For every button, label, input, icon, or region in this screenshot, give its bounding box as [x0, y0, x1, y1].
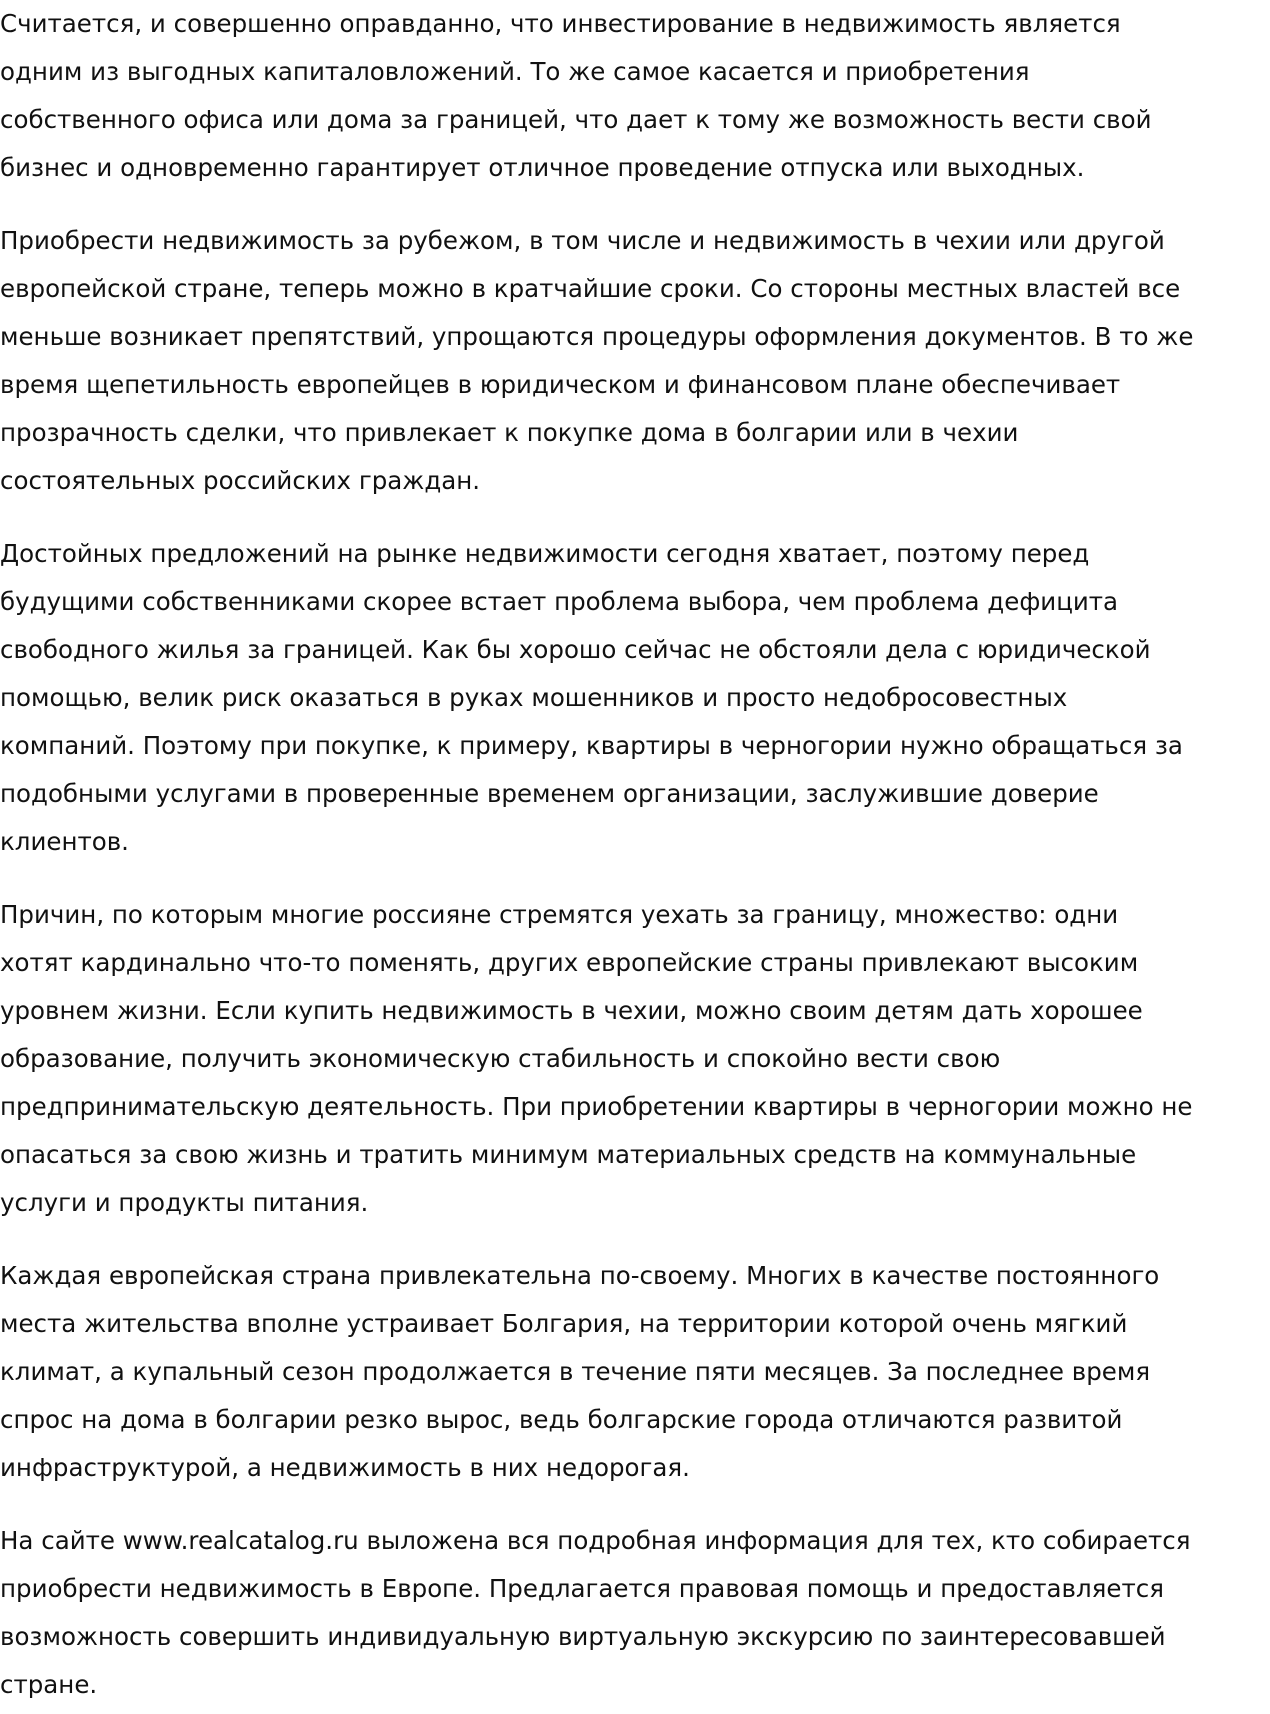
- text-line: подобными услугами в проверенные временем организации, заслужившие доверие: [0, 779, 1099, 808]
- text-line: клиентов.: [0, 827, 129, 856]
- text-line: меньше возникает препятствий, упрощаются процедуры оформления документов. В то же: [0, 322, 1194, 351]
- text-line: собственного офиса или дома за границей, что дает к тому же возможность вести свой: [0, 105, 1152, 134]
- text-line: климат, а купальный сезон продолжается в течение пяти месяцев. За последнее время: [0, 1357, 1151, 1386]
- text-line: время щепетильность европейцев в юридическом и финансовом плане обеспечивает: [0, 370, 1121, 399]
- paragraph-1: [0, 0, 1270, 192]
- text-line: опасаться за свою жизнь и тратить минимум материальных средств на коммунальные: [0, 1140, 1137, 1169]
- text-line: На сайте www.realcatalog.ru выложена вся подробная информация для тех, кто собирается: [0, 1526, 1191, 1555]
- text-line: бизнес и одновременно гарантирует отличное проведение отпуска или выходных.: [0, 153, 1085, 182]
- text-line: возможность совершить индивидуальную виртуальную экскурсию по заинтересовавшей: [0, 1622, 1166, 1651]
- paragraph-2: [0, 217, 1270, 505]
- text-line: уровнем жизни. Если купить недвижимость в чехии, можно своим детям дать хорошее: [0, 996, 1143, 1025]
- text-line: стране.: [0, 1670, 98, 1699]
- text-line: хотят кардинально что-то поменять, других европейские страны привлекают высоким: [0, 948, 1139, 977]
- text-line: европейской стране, теперь можно в кратчайшие сроки. Со стороны местных властей все: [0, 274, 1181, 303]
- text-line: одним из выгодных капиталовложений. То же самое касается и приобретения: [0, 57, 1030, 86]
- text-line: Каждая европейская страна привлекательна по-своему. Многих в качестве постоянного: [0, 1261, 1160, 1290]
- text-line: спрос на дома в болгарии резко вырос, ведь болгарские города отличаются развитой: [0, 1405, 1123, 1434]
- text-line: состоятельных российских граждан.: [0, 466, 481, 495]
- text-line: Считается, и совершенно оправданно, что инвестирование в недвижимость является: [0, 9, 1121, 38]
- text-line: инфраструктурой, а недвижимость в них недорогая.: [0, 1453, 690, 1482]
- paragraph-3: [0, 530, 1270, 866]
- text-line: помощью, велик риск оказаться в руках мошенников и просто недобросовестных: [0, 683, 1068, 712]
- text-line: места жительства вполне устраивает Болгария, на территории которой очень мягкий: [0, 1309, 1128, 1338]
- text-line: Приобрести недвижимость за рубежом, в том числе и недвижимость в чехии или другой: [0, 226, 1165, 255]
- text-line: Причин, по которым многие россияне стремятся уехать за границу, множество: одни: [0, 900, 1119, 929]
- text-line: услуги и продукты питания.: [0, 1188, 369, 1217]
- text-line: предпринимательскую деятельность. При приобретении квартиры в черногории можно не: [0, 1092, 1193, 1121]
- text-line: Достойных предложений на рынке недвижимости сегодня хватает, поэтому перед: [0, 539, 1090, 568]
- text-line: прозрачность сделки, что привлекает к покупке дома в болгарии или в чехии: [0, 418, 1019, 447]
- paragraph-4: [0, 891, 1270, 1227]
- text-line: будущими собственниками скорее встает проблема выбора, чем проблема дефицита: [0, 587, 1119, 616]
- text-line: приобрести недвижимость в Европе. Предлагается правовая помощь и предоставляется: [0, 1574, 1164, 1603]
- text-line: образование, получить экономическую стабильность и спокойно вести свою: [0, 1044, 1001, 1073]
- text-line: компаний. Поэтому при покупке, к примеру, квартиры в черногории нужно обращаться за: [0, 731, 1183, 760]
- paragraph-6: [0, 1517, 1270, 1709]
- text-line: свободного жилья за границей. Как бы хорошо сейчас не обстояли дела с юридической: [0, 635, 1151, 664]
- paragraph-5: [0, 1252, 1270, 1492]
